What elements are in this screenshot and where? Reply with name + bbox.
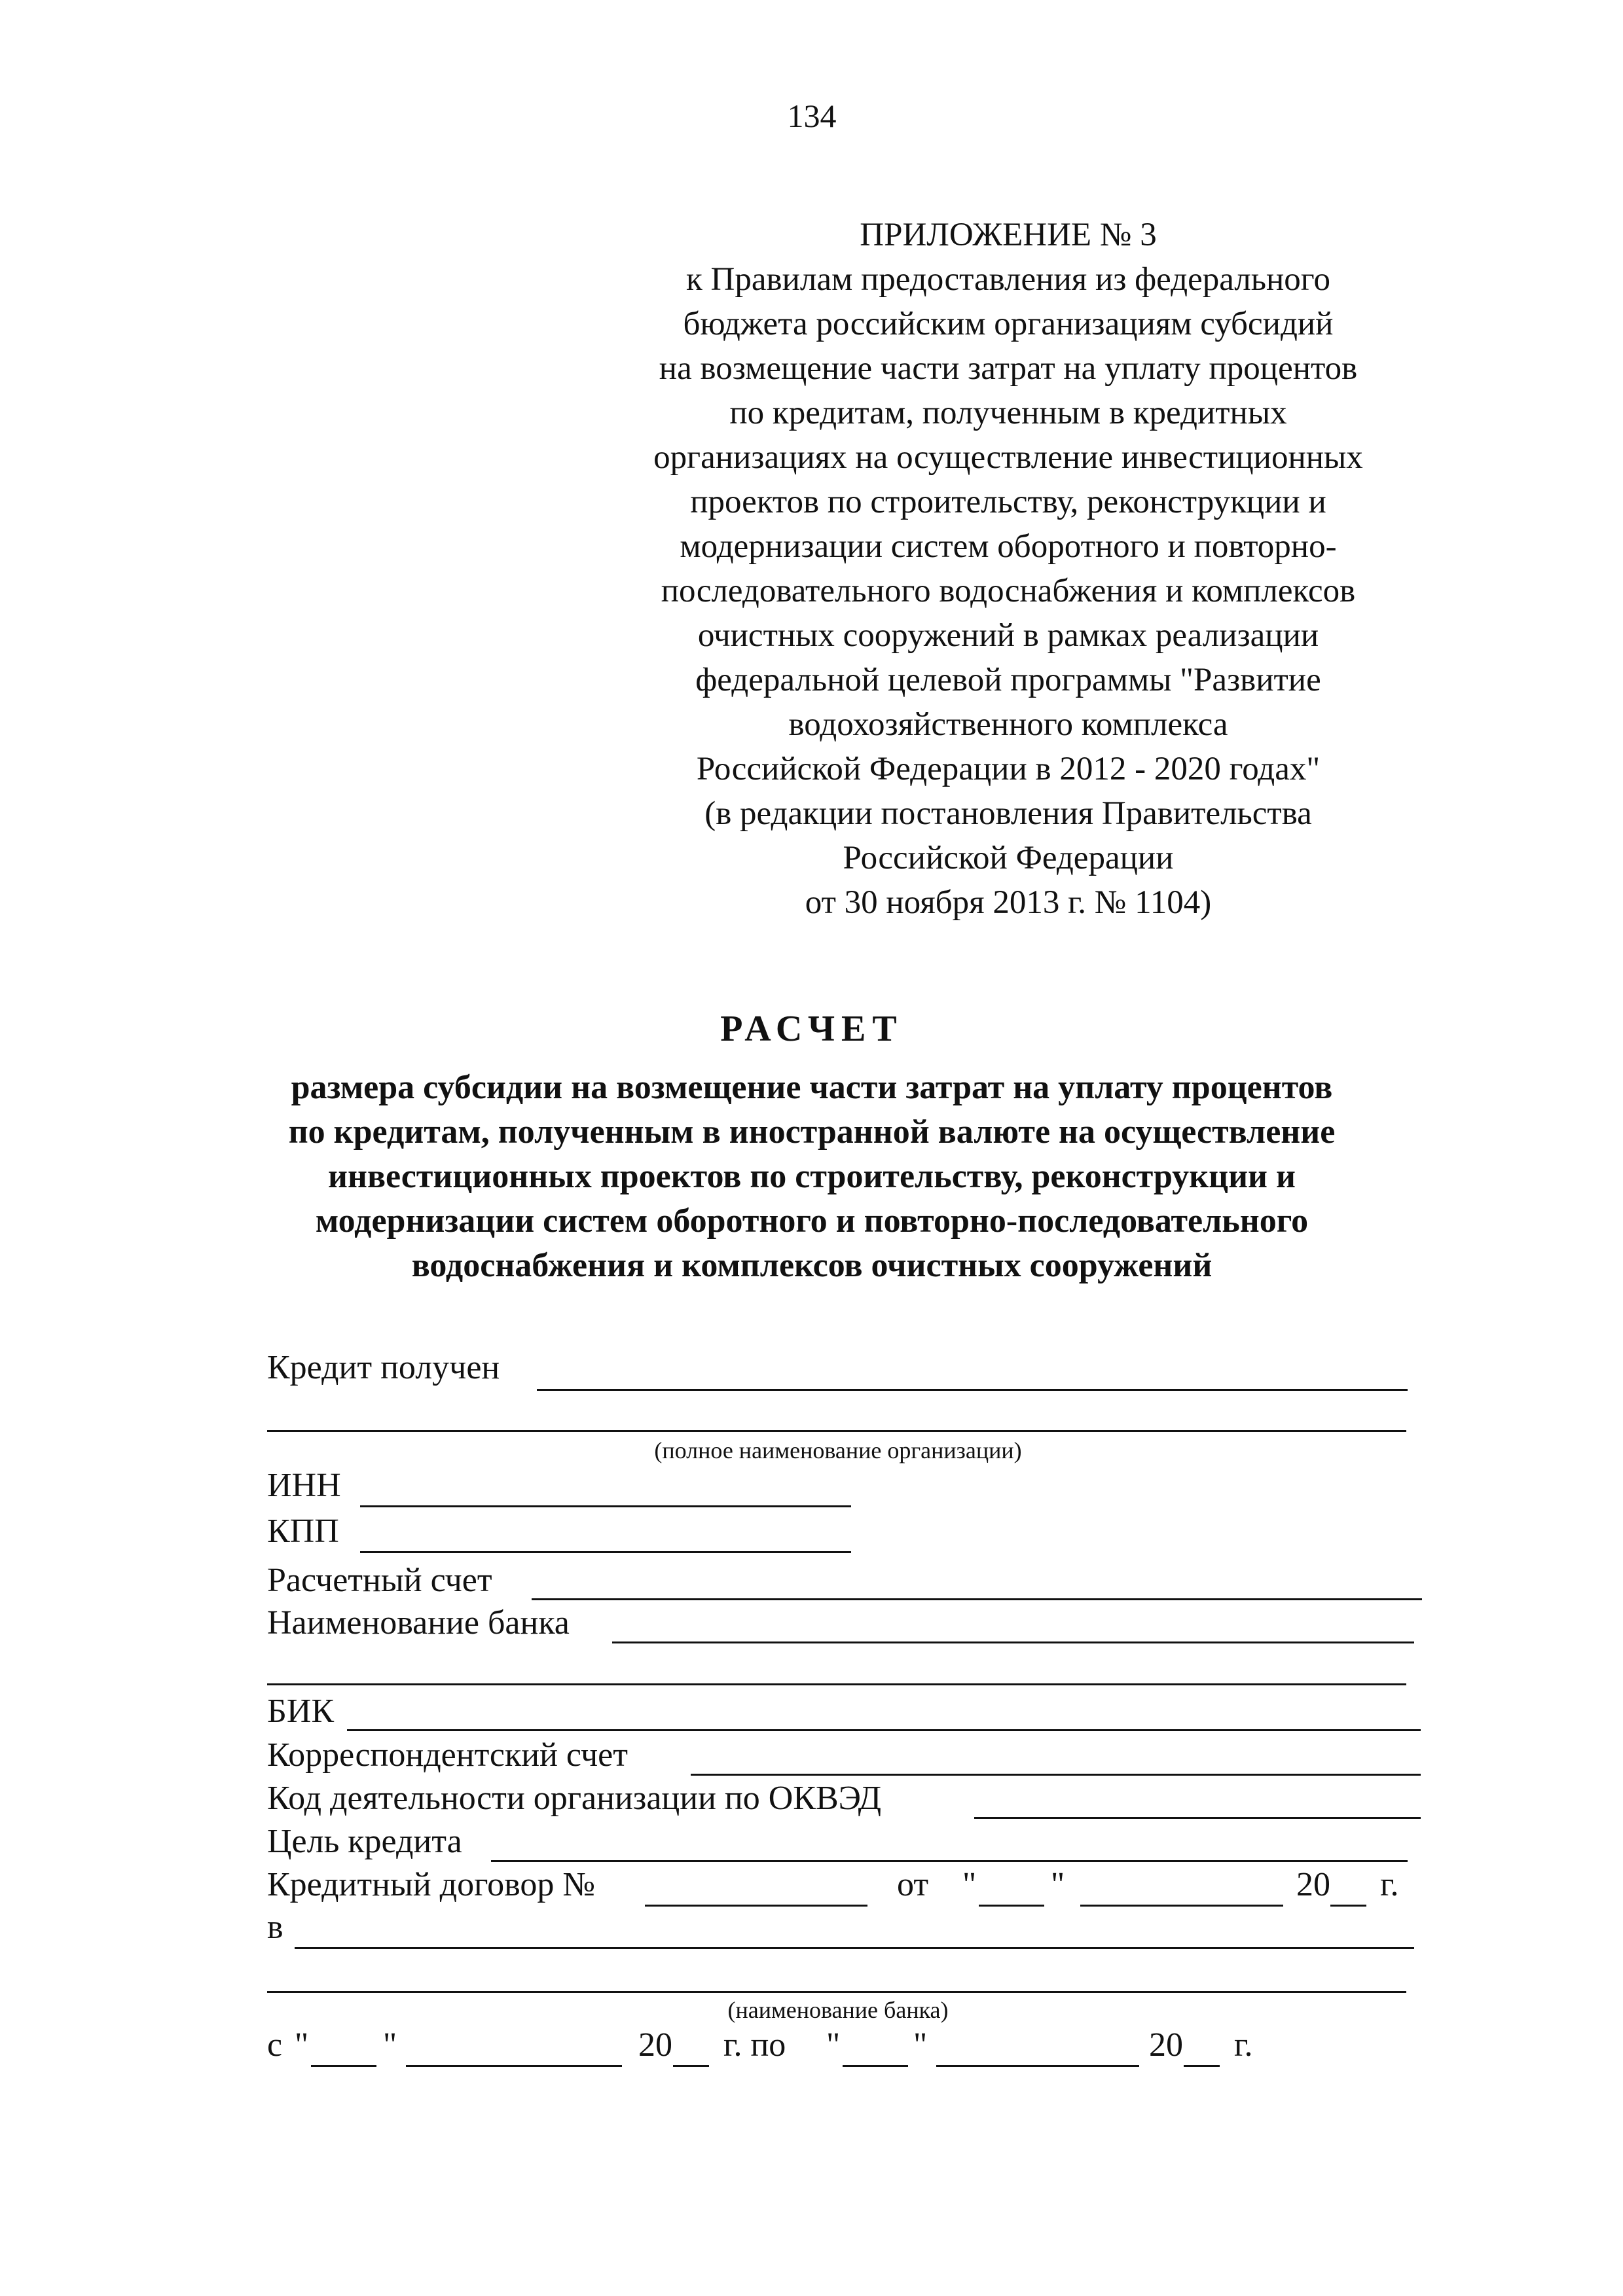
- organization-caption: (полное наименование организации): [654, 1437, 1022, 1463]
- credit-purpose-field[interactable]: [491, 1860, 1408, 1862]
- contract-from-label: от: [897, 1866, 929, 1903]
- period-to-quote-open: ": [826, 2026, 841, 2064]
- okved-label: Код деятельности организации по ОКВЭД: [267, 1780, 882, 1817]
- bank-field[interactable]: [295, 1947, 1414, 1949]
- credit-purpose-label: Цель кредита: [267, 1823, 462, 1860]
- account-label: Расчетный счет: [267, 1562, 492, 1599]
- inn-field[interactable]: [360, 1505, 851, 1507]
- appendix-line: очистных сооружений в рамках реализации: [697, 617, 1319, 654]
- period-from-day-field[interactable]: [311, 2065, 376, 2067]
- quote-close: ": [1051, 1866, 1065, 1903]
- appendix-line: к Правилам предоставления из федерального: [686, 261, 1330, 298]
- corr-account-field[interactable]: [691, 1774, 1421, 1776]
- period-from-month-field[interactable]: [406, 2065, 622, 2067]
- appendix-heading: ПРИЛОЖЕНИЕ № 3: [860, 217, 1157, 253]
- appendix-line: Российской Федерации: [843, 840, 1174, 876]
- appendix-line: модернизации систем оборотного и повторно-: [680, 528, 1337, 565]
- organization-field[interactable]: [537, 1389, 1408, 1391]
- period-to-year-field[interactable]: [1184, 2065, 1220, 2067]
- appendix-line: федеральной целевой программы "Развитие: [695, 662, 1321, 698]
- quote-open: ": [962, 1866, 977, 1903]
- subtitle-line: по кредитам, полученным в иностранной валюте на осуществление: [288, 1113, 1336, 1151]
- bank-caption: (наименование банка): [727, 1997, 949, 2023]
- contract-number-field[interactable]: [645, 1905, 867, 1907]
- in-bank-label: в: [267, 1909, 283, 1946]
- appendix-line: водохозяйственного комплекса: [788, 706, 1228, 743]
- appendix-line: (в редакции постановления Правительства: [704, 795, 1312, 832]
- bank-name-field-line-2[interactable]: [267, 1683, 1406, 1685]
- subtitle-line: модернизации систем оборотного и повторно-последовательного: [315, 1202, 1309, 1240]
- appendix-line: проектов по строительству, реконструкции и: [690, 484, 1326, 520]
- account-field[interactable]: [532, 1598, 1422, 1600]
- okved-field[interactable]: [974, 1817, 1421, 1819]
- appendix-line: бюджета российским организациям субсидий: [683, 306, 1334, 342]
- contract-month-field[interactable]: [1080, 1905, 1283, 1907]
- appendix-line: от 30 ноября 2013 г. № 1104): [805, 884, 1212, 921]
- bik-label: БИК: [267, 1693, 335, 1730]
- contract-day-field[interactable]: [979, 1905, 1044, 1907]
- appendix-line: организациях на осуществление инвестиционных: [653, 439, 1363, 476]
- bank-field-line-2[interactable]: [267, 1991, 1406, 1993]
- subtitle-line: размера субсидии на возмещение части затрат на уплату процентов: [291, 1069, 1333, 1106]
- subtitle-line: инвестиционных проектов по строительству, реконструкции и: [328, 1158, 1296, 1195]
- period-to-year-suffix: г.: [1234, 2026, 1253, 2064]
- period-to-year-prefix: 20: [1149, 2026, 1183, 2064]
- appendix-line: последовательного водоснабжения и комплексов: [661, 573, 1356, 609]
- period-to-quote-close: ": [913, 2026, 928, 2064]
- inn-label: ИНН: [267, 1467, 341, 1504]
- period-to-label: г. по: [723, 2026, 786, 2064]
- period-to-month-field[interactable]: [936, 2065, 1139, 2067]
- appendix-block: [517, 216, 1499, 936]
- period-from-quote-open: ": [295, 2026, 309, 2064]
- period-from-year-prefix: 20: [638, 2026, 672, 2064]
- bank-name-field[interactable]: [612, 1641, 1414, 1643]
- appendix-line: по кредитам, полученным в кредитных: [729, 395, 1287, 431]
- period-to-day-field[interactable]: [843, 2065, 908, 2067]
- appendix-line: Российской Федерации в 2012 - 2020 годах": [696, 751, 1321, 787]
- kpp-field[interactable]: [360, 1551, 851, 1553]
- bank-name-label: Наименование банка: [267, 1604, 570, 1641]
- document-title: РАСЧЕТ: [720, 1009, 903, 1049]
- appendix-line: на возмещение части затрат на уплату процентов: [659, 350, 1358, 387]
- period-from-year-field[interactable]: [673, 2065, 709, 2067]
- contract-year-field[interactable]: [1330, 1905, 1366, 1907]
- period-from-label: с: [267, 2026, 283, 2064]
- corr-account-label: Корреспондентский счет: [267, 1736, 628, 1774]
- kpp-label: КПП: [267, 1513, 339, 1550]
- credit-received-label: Кредит получен: [267, 1349, 500, 1386]
- contract-year-prefix: 20: [1296, 1866, 1330, 1903]
- contract-label: Кредитный договор №: [267, 1866, 595, 1903]
- period-from-quote-close: ": [383, 2026, 397, 2064]
- contract-year-suffix: г.: [1380, 1866, 1399, 1903]
- organization-field-line-2[interactable]: [267, 1430, 1406, 1432]
- page-number: 134: [787, 98, 837, 134]
- subtitle-line: водоснабжения и комплексов очистных сооружений: [411, 1247, 1213, 1284]
- bik-field[interactable]: [347, 1729, 1421, 1731]
